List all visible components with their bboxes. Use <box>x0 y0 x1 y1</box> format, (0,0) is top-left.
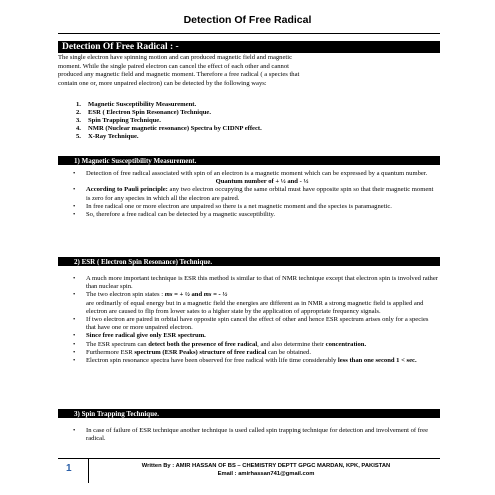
footer-separator <box>88 459 89 483</box>
intro-line: moment. While the single paired electron can cancel the effect of each other and cannot <box>58 62 289 70</box>
footer-divider <box>58 458 440 459</box>
bullet-icon: • <box>73 186 76 194</box>
bullet-icon: • <box>73 211 76 219</box>
bullet-icon: • <box>73 170 76 177</box>
list-item: • Furthermore ESR spectrum (ESR Peaks) structure of free radical can be obtained. <box>73 348 312 356</box>
bullet-icon: • <box>73 340 76 348</box>
page-title: Detection Of Free Radical <box>183 14 312 26</box>
list-item: 1. Magnetic Susceptibility Measurement. <box>76 101 197 108</box>
quantum-number-line: Quantum number of + ½ and - ½ <box>215 178 309 186</box>
list-item: • Since free radical give only ESR spectrum. <box>73 332 206 340</box>
title-divider <box>58 33 440 34</box>
list-item: 5. X-Ray Technique. <box>76 133 139 141</box>
bullet-icon: • <box>73 348 76 356</box>
main-heading-banner: Detection Of Free Radical : - <box>58 41 440 53</box>
list-item: 2. ESR ( Electron Spin Resonance) Technique. <box>76 109 211 117</box>
section1-bullets <box>70 170 438 219</box>
list-item: • A much more important technique is ESR this method is similar to that of NMR technique except that electron spin is involved rather than nuclear spin. <box>73 275 438 291</box>
list-item: • If two electron are paired in orbital have opposite spin cancel the effect of other and hence ESR spectrum arises only for a species that have one or more unpaired electron. <box>73 316 429 332</box>
bullet-icon: • <box>73 357 76 365</box>
section-banner-magnetic: 1) Magnetic Susceptibility Measurement. <box>58 156 440 165</box>
section-banner-spin-trapping: 3) Spin Trapping Technique. <box>58 409 440 418</box>
bullet-icon: • <box>73 202 76 210</box>
list-item: • Detection of free radical associated with spin of an electron is a magnetic moment which can be expressed by a quantum number. <box>73 170 428 177</box>
list-item: • In free radical one or more electron are unpaired so there is a net magnetic moment and the species is paramagnetic. <box>73 202 392 210</box>
bullet-icon: • <box>73 332 76 340</box>
intro-line: The single electron have spinning motion and can produced magnetic field and magnetic <box>58 54 293 61</box>
bullet-icon: • <box>73 427 76 434</box>
footer-author: Written By : AMIR HASSAN OF BS – CHEMISTRY DEPTT GPGC MARDAN, KPK, PAKISTAN <box>141 463 391 469</box>
list-item: • In case of failure of ESR technique another technique is used called spin trapping technique for detection and involvement of free radical. <box>73 427 429 443</box>
intro-line: produced any magnetic field and magnetic moment. Therefore a free radical ( a species that <box>58 71 300 79</box>
methods-list <box>76 101 262 141</box>
list-item: • The two electron spin states : ms = + ½ and ms = - ½ are ordinarily of equal energy but in a magnetic field the energies are different as in NMR a strong magnetic field is applied and electron are caused to flip from lower sates to a higher state by the application of appropriate frequency signals. <box>73 291 424 315</box>
list-item: • According to Pauli principle: any two electron occupying the same orbital must have opposite spin so that their magnetic moment is zero for any species in which all the electron are paired. <box>73 186 434 202</box>
list-item: • So, therefore a free radical can be detected by a magnetic susceptibility. <box>73 211 276 219</box>
intro-line: contain one or, more unpaired electron) can be detected by the following ways: <box>58 79 267 87</box>
section-banner-esr: 2) ESR ( Electron Spin Resonance) Technique. <box>58 257 440 266</box>
footer-email: Email : amirhassan741@gmail.com <box>217 471 315 477</box>
section2-bullets <box>70 275 438 365</box>
intro-paragraph <box>58 54 440 88</box>
list-item: 3. Spin Trapping Technique. <box>76 117 161 125</box>
list-item: • The ESR spectrum can detect both the presence of free radical, and also determine their concentration. <box>73 340 367 348</box>
list-item: 4. NMR (Nuclear magnetic resonance) Spectra by CIDNP effect. <box>76 125 262 133</box>
bullet-icon: • <box>73 291 76 299</box>
page-number: 1 <box>66 463 72 474</box>
bullet-icon: • <box>73 316 76 324</box>
list-item: • Electron spin resonance spectra have been observed for free radical with life time considerably less than one second 1 < sec. <box>73 357 417 365</box>
footer-credits <box>92 462 440 478</box>
section3-bullets <box>70 427 438 443</box>
bullet-icon: • <box>73 275 76 282</box>
